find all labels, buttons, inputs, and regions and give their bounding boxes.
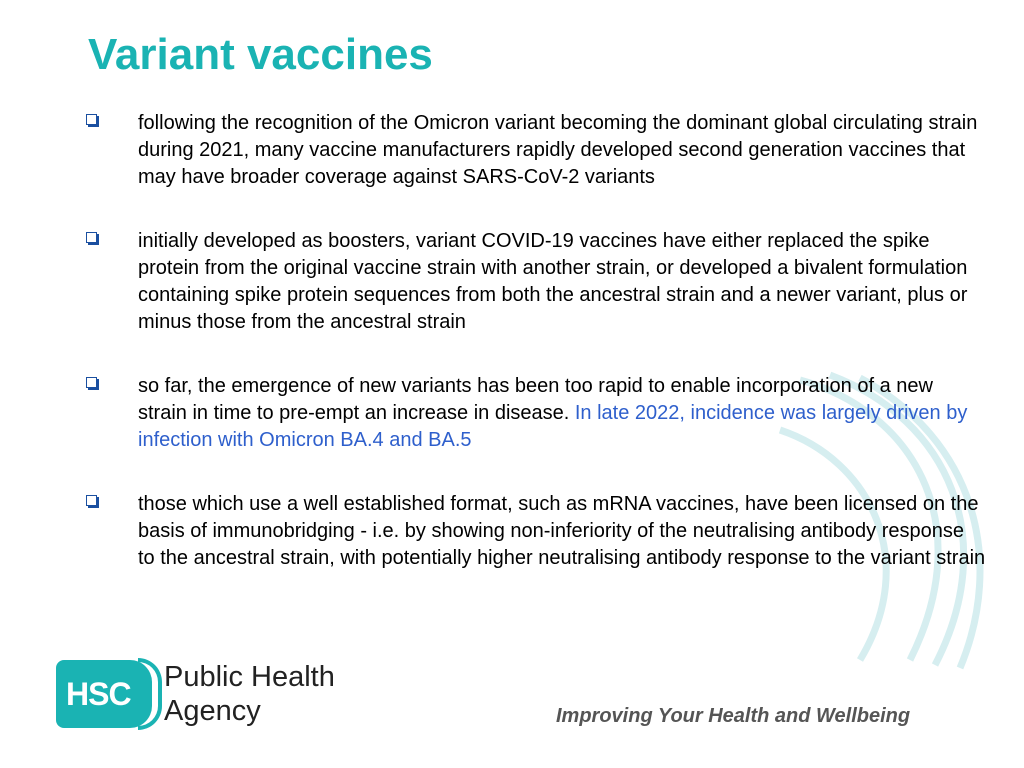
square-bullet-icon (86, 495, 97, 506)
bullet-item (86, 228, 986, 336)
bullet-highlight-text: In late 2022, incidence was largely driven by infection with Omicron BA.4 and BA.5 (138, 402, 968, 451)
logo-arc-decoration (138, 658, 162, 730)
bullet-item (86, 373, 986, 454)
bullet-item (86, 491, 986, 572)
bullet-text: following the recognition of the Omicron variant becoming the dominant global circulating strain during 2021, many vaccine manufacturers rapidly developed second generation vaccines that may have broader coverage against SARS-CoV-2 variants (138, 112, 978, 188)
organisation-name (164, 660, 335, 728)
bullet-item (86, 110, 986, 191)
square-bullet-icon (86, 377, 97, 388)
bullet-text: so far, the emergence of new variants has been too rapid to enable incorporation of a new strain in time to pre-empt an increase in disease. (138, 375, 933, 424)
org-name-line1: Public Health (164, 661, 335, 693)
square-bullet-icon (86, 232, 97, 243)
bullet-text: those which use a well established format, such as mRNA vaccines, have been licensed on the basis of immunobridging - i.e. by showing non-inferiority of the neutralising antibody response to the ancestral strain, with potentially higher neutralising antibody response to the variant strain (138, 493, 986, 569)
bullet-text: initially developed as boosters, variant COVID-19 vaccines have either replaced the spike protein from the original vaccine strain with another strain, or developed a bivalent formulation containing spike protein sequences from both the ancestral strain and a newer variant, plus or minus those from the ancestral strain (138, 230, 968, 333)
hsc-public-health-agency-logo (56, 660, 356, 738)
bullet-list (86, 110, 986, 609)
hsc-logo-text: HSC (66, 676, 131, 712)
footer-tagline: Improving Your Health and Wellbeing (556, 705, 911, 727)
square-bullet-icon (86, 114, 97, 125)
org-name-line2: Agency (164, 695, 261, 727)
slide-title: Variant vaccines (88, 30, 433, 79)
